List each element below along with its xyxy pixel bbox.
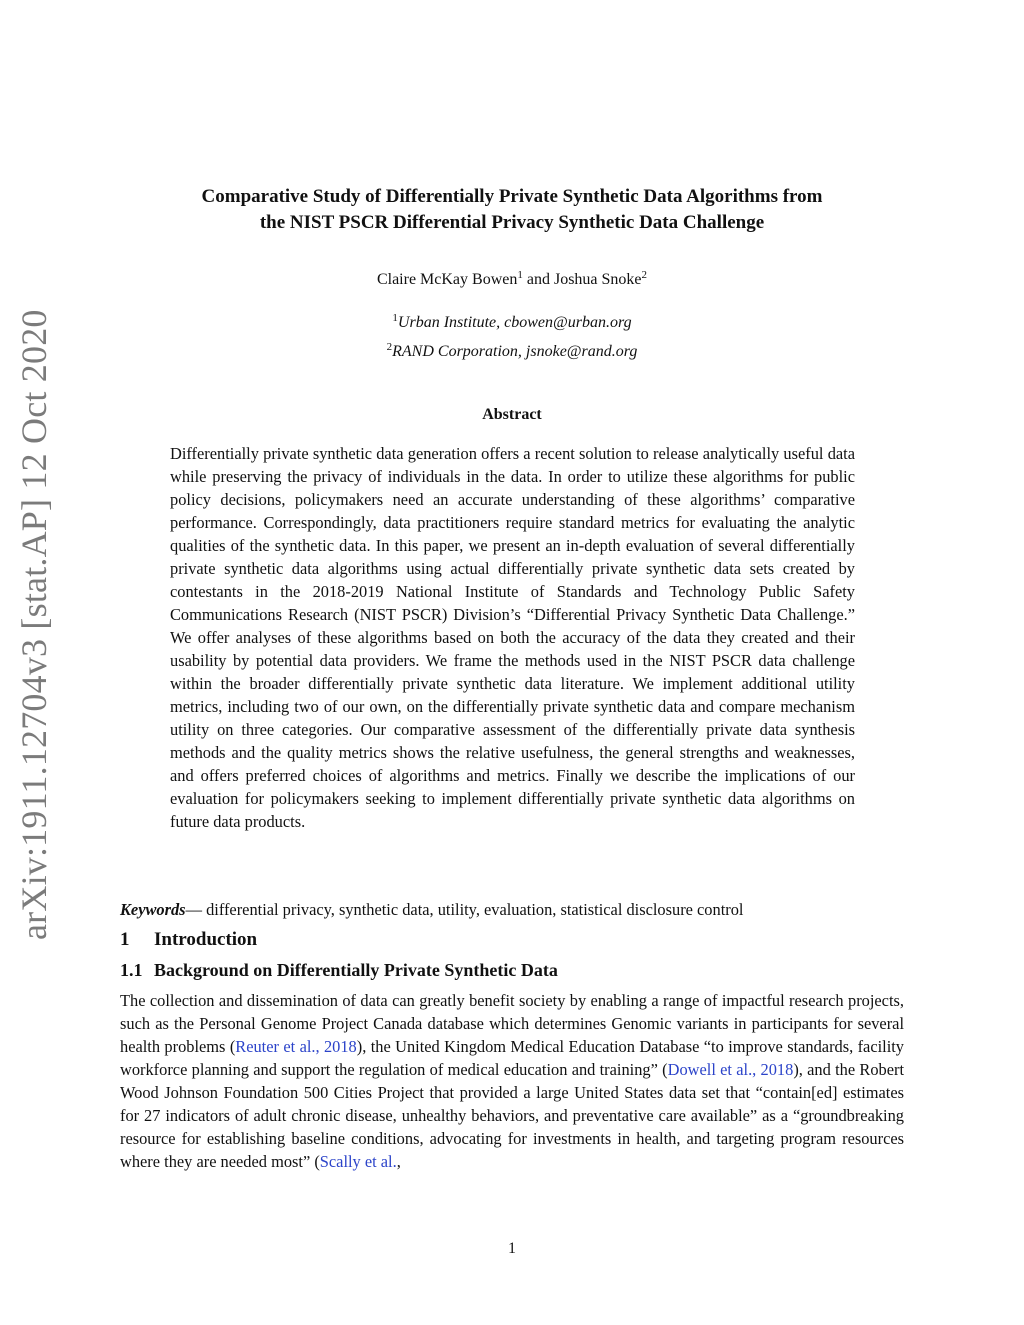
paragraph-text-part-3: ), and the Robert Wood Johnson Foundation 500 Cities Project that provided a large United States data set that “contain[ed] estimates for 27 indicators of adult chronic disease, unhealthy behaviors, and preventative care available” as a “groundbreaking resource for establishing baseline conditions, advocating for investments in health, and targeting program resources where they are needed most” ( bbox=[120, 1060, 904, 1171]
abstract-paragraph: Differentially private synthetic data generation offers a recent solution to release analytically useful data while preserving the privacy of individuals in the data. In order to utilize these algorithms for public policy decisions, policymakers need an accurate understanding of these algorithms’ comparative performance. Correspondingly, data practitioners require standard metrics for evaluating the analytic qualities of the synthetic data. In this paper, we present an in-depth evaluation of several differentially private synthetic data algorithms using actual differentially private synthetic data sets created by contestants in the 2018-2019 National Institute of Standards and Technology Public Safety Communications Research (NIST PSCR) Division’s “Differential Privacy Synthetic Data Challenge.” We offer analyses of these algorithms based on both the accuracy of the data they created and their usability by potential data providers. We frame the methods used in the NIST PSCR data challenge within the broader differentially private synthetic data literature. We implement additional utility metrics, including two of our own, on the differentially private synthetic data and compare mechanism utility on three categories. Our comparative assessment of the differentially private data synthesis methods and the quality metrics shows the relative usefulness, the general strengths and weaknesses, and offers preferred choices of algorithms and metrics. Finally we describe the implications of our evaluation for policymakers seeking to implement differentially private synthetic data algorithms on future data products. bbox=[170, 444, 855, 831]
subsection-title: Background on Differentially Private Synthetic Data bbox=[154, 960, 558, 980]
paragraph-text-part-1: The collection and dissemination of data can greatly benefit society by enabling a range of impactful research projects, such as the Personal Genome Project Canada database which determines Genomic variants in participants for several health problems ( bbox=[120, 991, 904, 1056]
author-connector: and bbox=[522, 271, 554, 288]
keywords-line bbox=[120, 898, 904, 921]
affiliation-item-1 bbox=[120, 306, 904, 335]
affiliation-list bbox=[120, 306, 904, 364]
page-number: 1 bbox=[508, 1240, 516, 1257]
keywords-label: Keywords bbox=[120, 900, 186, 919]
affiliation-marker-1: 1 bbox=[392, 312, 398, 324]
author-list bbox=[120, 264, 904, 291]
paragraph-text-part-4: , bbox=[396, 1152, 401, 1171]
paper-title-line-2: the NIST PSCR Differential Privacy Synthetic Data Challenge bbox=[259, 212, 765, 233]
paper-title-line-1: Comparative Study of Differentially Private Synthetic Data Algorithms from bbox=[201, 186, 823, 207]
author-name-2: Joshua Snoke bbox=[553, 271, 642, 288]
section-title: Introduction bbox=[154, 929, 258, 950]
affiliation-text-2: RAND Corporation, jsnoke@rand.org bbox=[392, 343, 638, 360]
arxiv-identifier-stamp: arXiv:1911.12704v3 [stat.AP] 12 Oct 2020 bbox=[14, 309, 54, 940]
affiliation-text-1: Urban Institute, cbowen@urban.org bbox=[397, 314, 632, 331]
citation-link-dowell[interactable]: Dowell et al., 2018 bbox=[667, 1060, 794, 1079]
keywords-text: — differential privacy, synthetic data, utility, evaluation, statistical disclosure control bbox=[185, 900, 744, 919]
subsection-heading-background bbox=[120, 958, 904, 983]
citation-link-reuter[interactable]: Reuter et al., 2018 bbox=[235, 1037, 357, 1056]
author-2-affiliation-marker: 2 bbox=[641, 269, 648, 281]
section-heading-introduction bbox=[120, 927, 904, 952]
paragraph-text-part-2: ), the United Kingdom Medical Education Database “to improve standards, facility workforce planning and support the regulation of medical education and training” ( bbox=[120, 1037, 905, 1079]
author-1-affiliation-marker: 1 bbox=[517, 269, 523, 281]
abstract-heading: Abstract bbox=[482, 406, 542, 423]
author-name-1: Claire McKay Bowen bbox=[376, 271, 518, 288]
introduction-paragraph bbox=[120, 989, 904, 1173]
citation-link-scally[interactable]: Scally et al. bbox=[319, 1152, 397, 1171]
section-number: 1 bbox=[120, 929, 130, 950]
paper-title bbox=[120, 184, 904, 236]
affiliation-marker-2: 2 bbox=[386, 341, 393, 353]
subsection-number: 1.1 bbox=[120, 960, 143, 980]
affiliation-item-2 bbox=[120, 335, 904, 364]
